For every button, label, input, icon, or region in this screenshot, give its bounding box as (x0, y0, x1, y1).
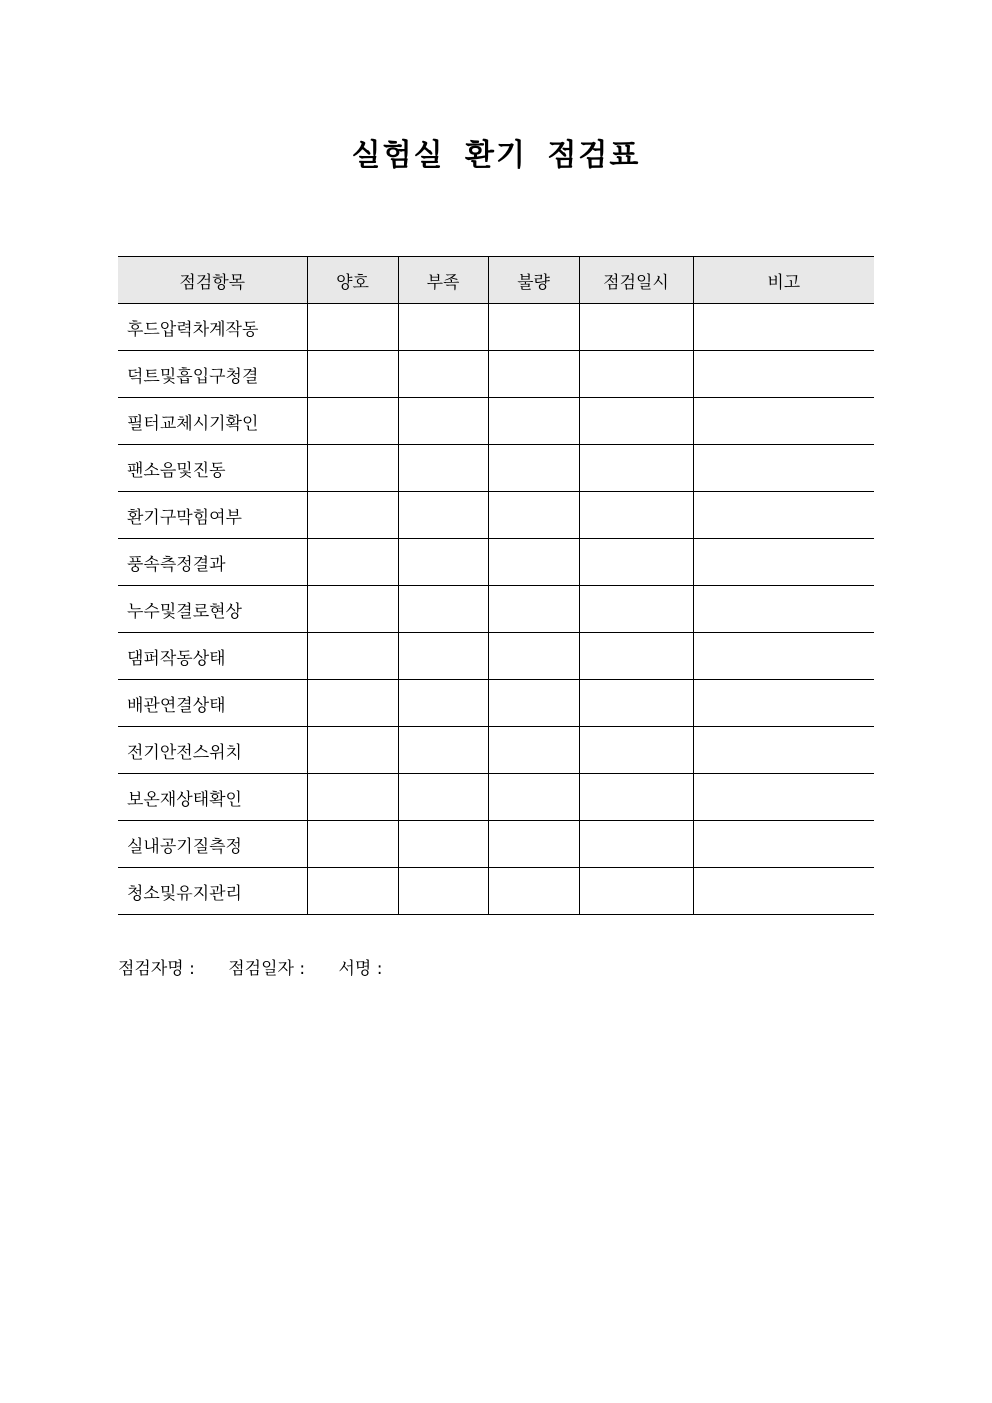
inspection-item-label: 환기구막힘여부 (118, 492, 307, 539)
inspection-datetime-cell[interactable] (579, 727, 693, 774)
inspection-datetime-cell[interactable] (579, 774, 693, 821)
table-row (118, 398, 874, 445)
header-remarks: 비고 (693, 257, 874, 304)
inspection-datetime-cell[interactable] (579, 680, 693, 727)
table-row (118, 445, 874, 492)
header-inspection-datetime: 점검일시 (579, 257, 693, 304)
insufficient-cell[interactable] (398, 586, 488, 633)
insufficient-cell[interactable] (398, 351, 488, 398)
insufficient-cell[interactable] (398, 492, 488, 539)
inspection-datetime-cell[interactable] (579, 304, 693, 351)
insufficient-cell[interactable] (398, 445, 488, 492)
inspection-datetime-cell[interactable] (579, 821, 693, 868)
bad-cell[interactable] (488, 351, 579, 398)
bad-cell[interactable] (488, 445, 579, 492)
good-cell[interactable] (307, 445, 398, 492)
inspection-datetime-cell[interactable] (579, 445, 693, 492)
page-title: 실험실 환기 점검표 (351, 138, 641, 173)
inspection-item-label: 팬소음및진동 (118, 445, 307, 492)
inspection-item-label: 전기안전스위치 (118, 727, 307, 774)
table-row (118, 727, 874, 774)
insufficient-cell[interactable] (398, 398, 488, 445)
insufficient-cell[interactable] (398, 821, 488, 868)
table-row (118, 680, 874, 727)
inspection-datetime-cell[interactable] (579, 633, 693, 680)
signature-line (118, 958, 410, 980)
remarks-cell[interactable] (693, 633, 874, 680)
header-insufficient: 부족 (398, 257, 488, 304)
inspection-datetime-cell[interactable] (579, 351, 693, 398)
remarks-cell[interactable] (693, 868, 874, 915)
insufficient-cell[interactable] (398, 774, 488, 821)
inspection-datetime-cell[interactable] (579, 398, 693, 445)
inspection-datetime-cell[interactable] (579, 492, 693, 539)
inspection-item-label: 댐퍼작동상태 (118, 633, 307, 680)
remarks-cell[interactable] (693, 304, 874, 351)
remarks-cell[interactable] (693, 351, 874, 398)
table-header-row (118, 257, 874, 304)
insufficient-cell[interactable] (398, 680, 488, 727)
inspection-item-label: 실내공기질측정 (118, 821, 307, 868)
header-good: 양호 (307, 257, 398, 304)
table-row (118, 586, 874, 633)
inspection-datetime-cell[interactable] (579, 586, 693, 633)
inspection-datetime-cell[interactable] (579, 539, 693, 586)
inspection-datetime-cell[interactable] (579, 868, 693, 915)
bad-cell[interactable] (488, 821, 579, 868)
bad-cell[interactable] (488, 492, 579, 539)
good-cell[interactable] (307, 774, 398, 821)
insufficient-cell[interactable] (398, 868, 488, 915)
remarks-cell[interactable] (693, 821, 874, 868)
good-cell[interactable] (307, 868, 398, 915)
inspection-date-label: 점검일자 : (228, 959, 306, 979)
bad-cell[interactable] (488, 633, 579, 680)
inspection-item-label: 풍속측정결과 (118, 539, 307, 586)
table-row (118, 492, 874, 539)
good-cell[interactable] (307, 304, 398, 351)
remarks-cell[interactable] (693, 727, 874, 774)
inspection-table (118, 256, 874, 915)
bad-cell[interactable] (488, 680, 579, 727)
table-row (118, 868, 874, 915)
bad-cell[interactable] (488, 727, 579, 774)
inspection-item-label: 누수및결로현상 (118, 586, 307, 633)
good-cell[interactable] (307, 727, 398, 774)
table-row (118, 304, 874, 351)
table-row (118, 633, 874, 680)
remarks-cell[interactable] (693, 492, 874, 539)
table-row (118, 351, 874, 398)
insufficient-cell[interactable] (398, 633, 488, 680)
good-cell[interactable] (307, 539, 398, 586)
remarks-cell[interactable] (693, 774, 874, 821)
inspection-item-label: 덕트및흡입구청결 (118, 351, 307, 398)
remarks-cell[interactable] (693, 586, 874, 633)
good-cell[interactable] (307, 680, 398, 727)
bad-cell[interactable] (488, 304, 579, 351)
bad-cell[interactable] (488, 398, 579, 445)
good-cell[interactable] (307, 398, 398, 445)
good-cell[interactable] (307, 821, 398, 868)
good-cell[interactable] (307, 492, 398, 539)
remarks-cell[interactable] (693, 680, 874, 727)
inspector-name-label: 점검자명 : (118, 959, 195, 979)
good-cell[interactable] (307, 351, 398, 398)
good-cell[interactable] (307, 586, 398, 633)
insufficient-cell[interactable] (398, 304, 488, 351)
insufficient-cell[interactable] (398, 727, 488, 774)
header-bad: 불량 (488, 257, 579, 304)
remarks-cell[interactable] (693, 398, 874, 445)
inspection-item-label: 필터교체시기확인 (118, 398, 307, 445)
remarks-cell[interactable] (693, 445, 874, 492)
inspection-item-label: 청소및유지관리 (118, 868, 307, 915)
inspection-item-label: 후드압력차계작동 (118, 304, 307, 351)
table-row (118, 821, 874, 868)
bad-cell[interactable] (488, 774, 579, 821)
bad-cell[interactable] (488, 586, 579, 633)
signature-label: 서명 : (338, 959, 383, 979)
header-inspection-item: 점검항목 (118, 257, 307, 304)
remarks-cell[interactable] (693, 539, 874, 586)
inspection-item-label: 배관연결상태 (118, 680, 307, 727)
inspection-item-label: 보온재상태확인 (118, 774, 307, 821)
insufficient-cell[interactable] (398, 539, 488, 586)
table-row (118, 774, 874, 821)
bad-cell[interactable] (488, 868, 579, 915)
bad-cell[interactable] (488, 539, 579, 586)
table-row (118, 539, 874, 586)
good-cell[interactable] (307, 633, 398, 680)
